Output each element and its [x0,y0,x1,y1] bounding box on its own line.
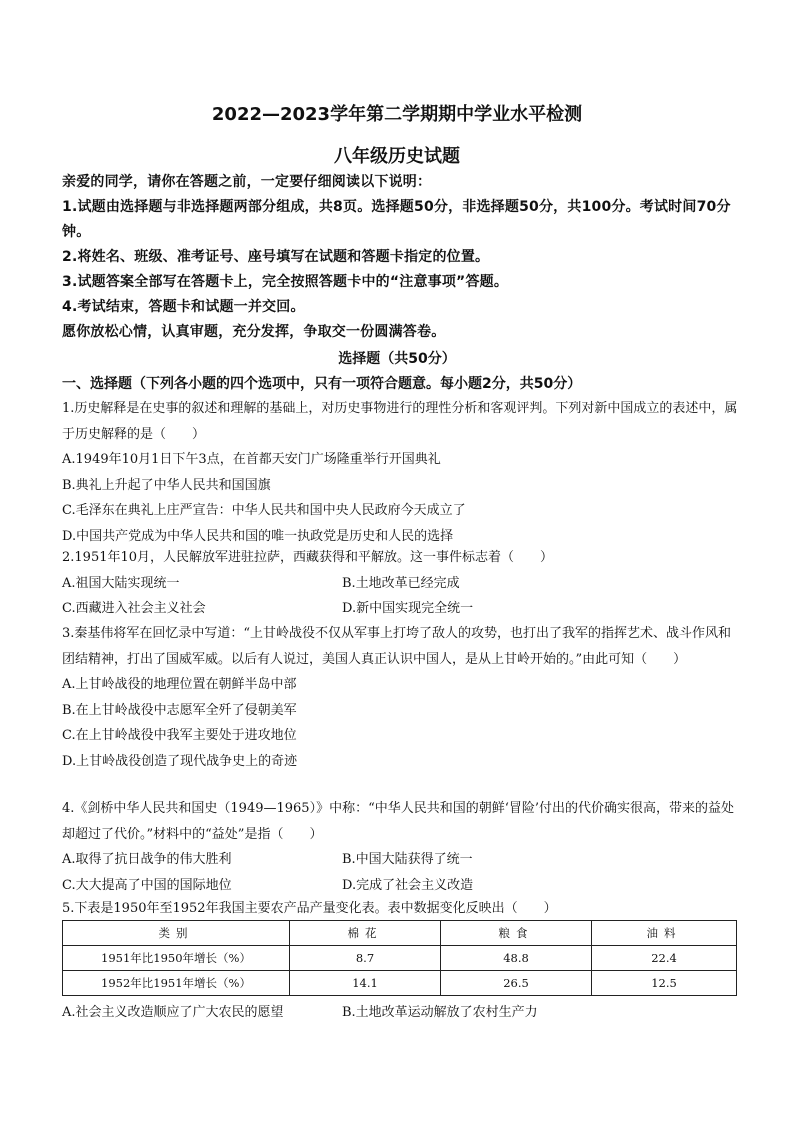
table-cell: 1951年比1950年增长（%） [63,946,290,971]
question-5 [62,896,742,922]
option-b: B.土地改革已经完成 [342,575,460,591]
instruction-line: 2.将姓名、班级、准考证号、座号填写在试题和答题卡指定的位置。 [62,249,490,265]
part-title: 一、选择题（下列各小题的四个选项中，只有一项符合题意。每小题2分，共50分） [62,376,582,392]
question-4 [62,796,742,898]
option-b: B.在上甘岭战役中志愿军全歼了侵朝美军 [62,702,297,718]
table-cell: 48.8 [441,946,592,971]
table-cell: 26.5 [441,971,592,996]
question-stem: 5.下表是1950年至1952年我国主要农产品产量变化表。表中数据变化反映出（ ） [62,901,557,916]
table-cell: 22.4 [592,946,737,971]
exam-title: 2022—2023学年第二学期期中学业水平检测 [211,104,583,125]
table-cell: 14.1 [290,971,441,996]
table-header-cell: 粮食 [441,921,592,946]
table-header-row [63,921,737,946]
instruction-line: 4.考试结束，答题卡和试题一并交回。 [62,299,305,315]
option-c: C.在上甘岭战役中我军主要处于进攻地位 [62,728,297,743]
option-a: A.社会主义改造顺应了广大农民的愿望 [62,1005,284,1020]
question-stem: 1.历史解释是在史事的叙述和理解的基础上，对历史事物进行的理性分析和客观评判。下列对新中国成立的表述中，属于历史解释的是（ ） [62,401,738,442]
option-c: C.大大提高了中国的国际地位 [62,877,232,893]
option-b: B.典礼上升起了中华人民共和国国旗 [62,477,271,493]
option-d: D.完成了社会主义改造 [342,877,474,893]
option-d: D.中国共产党成为中华人民共和国的唯一执政党是历史和人民的选择 [62,528,454,544]
table-header-cell: 棉花 [290,921,441,946]
production-table [62,920,737,996]
section-title: 选择题（共50分） [338,351,456,367]
question-2 [62,545,742,622]
option-b: B.中国大陆获得了统一 [342,852,473,867]
table-row [63,971,737,996]
option-d: D.上甘岭战役创造了现代战争史上的奇迹 [62,753,298,769]
instructions [62,170,742,345]
option-c: C.毛泽东在典礼上庄严宣告：中华人民共和国中央人民政府今天成立了 [62,503,466,518]
option-a: A.祖国大陆实现统一 [62,575,180,591]
question-stem: 3.秦基伟将军在回忆录中写道：“上甘岭战役不仅从军事上打垮了敌人的攻势，也打出了我军的指挥艺术、战斗作风和团结精神，打出了国威军威。以后有人说过，美国人真正认识中国人，是从上甘岭开始的。”由此可知（ ） [62,626,732,667]
option-b: B.土地改革运动解放了农村生产力 [342,1005,538,1020]
table-header-cell: 类别 [63,921,290,946]
option-a: A.取得了抗日战争的伟大胜利 [62,852,232,867]
exam-subtitle: 八年级历史试题 [334,146,460,167]
question-1 [62,396,742,549]
instruction-line: 3.试题答案全部写在答题卡上，完全按照答题卡中的“注意事项”答题。 [62,274,509,290]
instruction-line: 亲爱的同学，请你在答题之前，一定要仔细阅读以下说明： [62,174,432,190]
table-cell: 1952年比1951年增长（%） [63,971,290,996]
table-cell: 12.5 [592,971,737,996]
table-row [63,946,737,971]
question-stem: 2.1951年10月，人民解放军进驻拉萨，西藏获得和平解放。这一事件标志着（ ） [62,550,554,565]
option-c: C.西藏进入社会主义社会 [62,601,206,616]
option-a: A.上甘岭战役的地理位置在朝鲜半岛中部 [62,677,297,692]
instruction-line: 1.试题由选择题与非选择题两部分组成，共8页。选择题50分，非选择题50分，共100分。考试时间70分钟。 [62,199,731,240]
question-stem: 4.《剑桥中华人民共和国史（1949—1965）》中称：“中华人民共和国的朝鲜‘冒险’付出的代价确实很高，带来的益处却超过了代价。”材料中的“益处”是指（ ） [62,801,734,842]
question-3 [62,621,742,774]
option-d: D.新中国实现完全统一 [342,601,474,616]
option-a: A.1949年10月1日下午3点，在首都天安门广场隆重举行开国典礼 [62,452,441,467]
instruction-line: 愿你放松心情，认真审题，充分发挥，争取交一份圆满答卷。 [62,324,446,340]
question-5-options [62,1000,742,1025]
table-header-cell: 油料 [592,921,737,946]
table-cell: 8.7 [290,946,441,971]
